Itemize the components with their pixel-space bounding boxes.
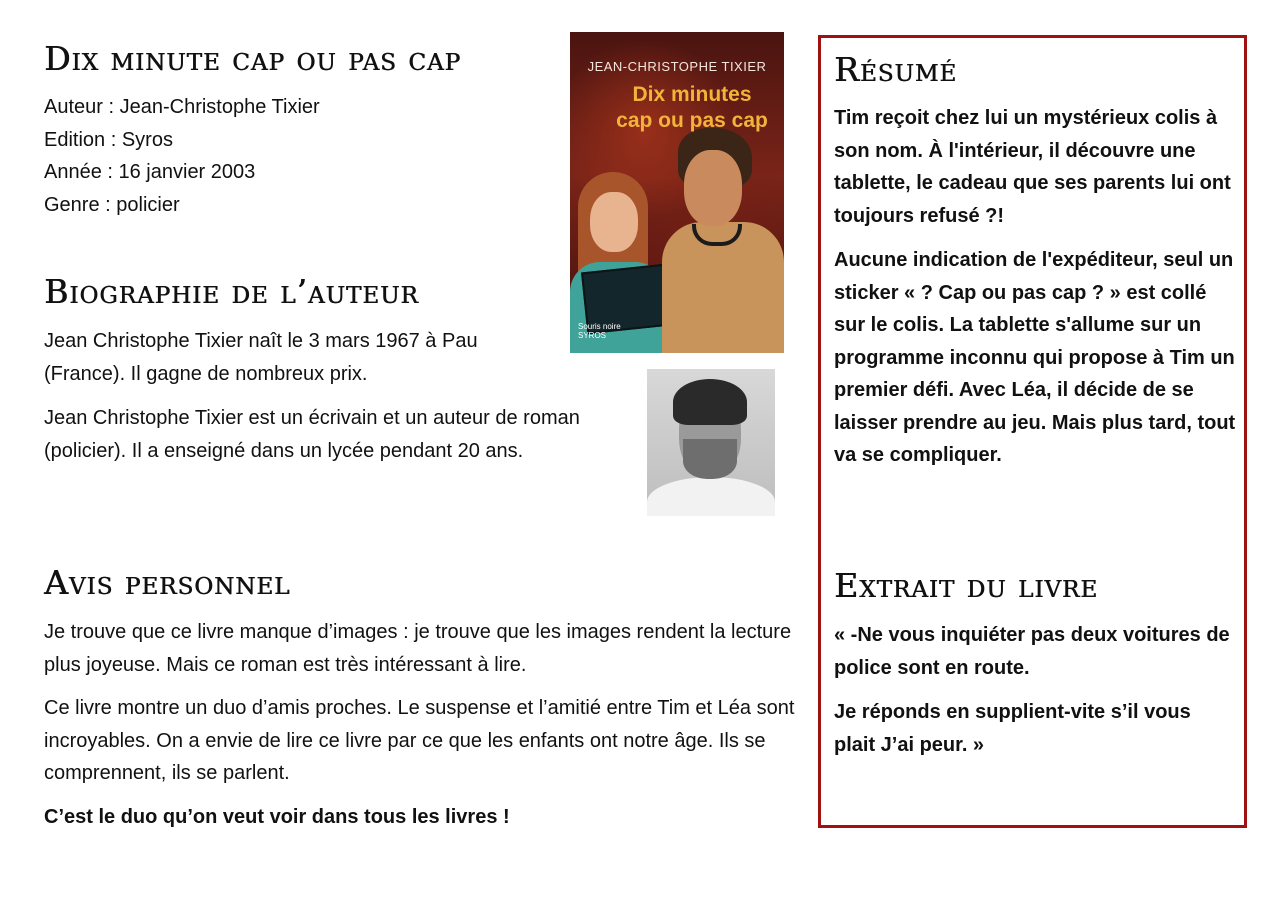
author-photo-hair xyxy=(673,379,747,425)
biography-heading: Biographie de l’auteur xyxy=(44,272,419,311)
book-cover-image xyxy=(570,32,784,353)
excerpt-heading: Extrait du livre xyxy=(834,566,1099,605)
detail-edition: Edition : Syros xyxy=(44,128,173,151)
book-title: Dix minute cap ou pas cap xyxy=(44,39,461,78)
biography-paragraph-2: Jean Christophe Tixier est un écrivain et un auteur de roman (policier). Il a enseigné dans un lycée pendant 20 ans. xyxy=(44,407,580,462)
review-paragraph-1: Je trouve que ce livre manque d’images : je trouve que les images rendent la lecture plus joyeuse. Mais ce roman est très intéressant à lire. xyxy=(44,621,792,676)
review-heading: Avis personnel xyxy=(44,563,291,602)
summary-heading: Résumé xyxy=(834,50,958,89)
review-paragraph-2: Ce livre montre un duo d’amis proches. Le suspense et l’amitié entre Tim et Léa sont incroyables. On a envie de lire ce livre par ce que les enfants ont notre âge. Ils se comprennent, ils se parlent. xyxy=(44,697,795,784)
review-conclusion: C’est le duo qu’on veut voir dans tous les livres ! xyxy=(44,806,510,828)
excerpt-paragraph-1: « -Ne vous inquiéter pas deux voitures de police sont en route. xyxy=(834,624,1230,679)
cover-author: JEAN-CHRISTOPHE TIXIER xyxy=(587,59,767,74)
detail-author: Auteur : Jean-Christophe Tixier xyxy=(44,96,320,118)
detail-year: Année : 16 janvier 2003 xyxy=(44,161,256,183)
biography-paragraph-1: Jean Christophe Tixier naît le 3 mars 1967 à Pau (France). Il gagne de nombreux prix. xyxy=(44,330,478,385)
author-photo-beard xyxy=(683,439,737,479)
excerpt-paragraph-2: Je réponds en supplient-vite s’il vous plait J’ai peur. » xyxy=(834,701,1191,756)
cover-boy-face xyxy=(684,150,742,226)
cover-imprint xyxy=(578,322,621,340)
author-photo xyxy=(647,369,775,516)
cover-title-line1: Dix minutes xyxy=(632,83,752,106)
detail-genre: Genre : policier xyxy=(44,193,180,216)
book-details xyxy=(44,91,524,221)
summary-paragraph-1: Tim reçoit chez lui un mystérieux colis à son nom. À l'intérieur, il découvre une tablette, le cadeau que ses parents lui ont toujours refusé ?! xyxy=(834,107,1231,227)
cover-title-line2: cap ou pas cap xyxy=(616,109,768,132)
author-photo-shirt xyxy=(647,477,775,516)
summary-paragraph-2: Aucune indication de l'expéditeur, seul un sticker « ? Cap ou pas cap ? » est collé sur le colis. La tablette s'allume sur un programme inconnu qui propose à Tim un premier défi. Avec Léa, il décide de se laisser prendre au jeu. Mais plus tard, tout va se compliquer. xyxy=(834,249,1236,466)
cover-girl-face xyxy=(590,192,638,252)
cover-imprint-publisher: SYROS xyxy=(578,331,607,340)
cover-imprint-collection: Souris noire xyxy=(578,322,621,331)
